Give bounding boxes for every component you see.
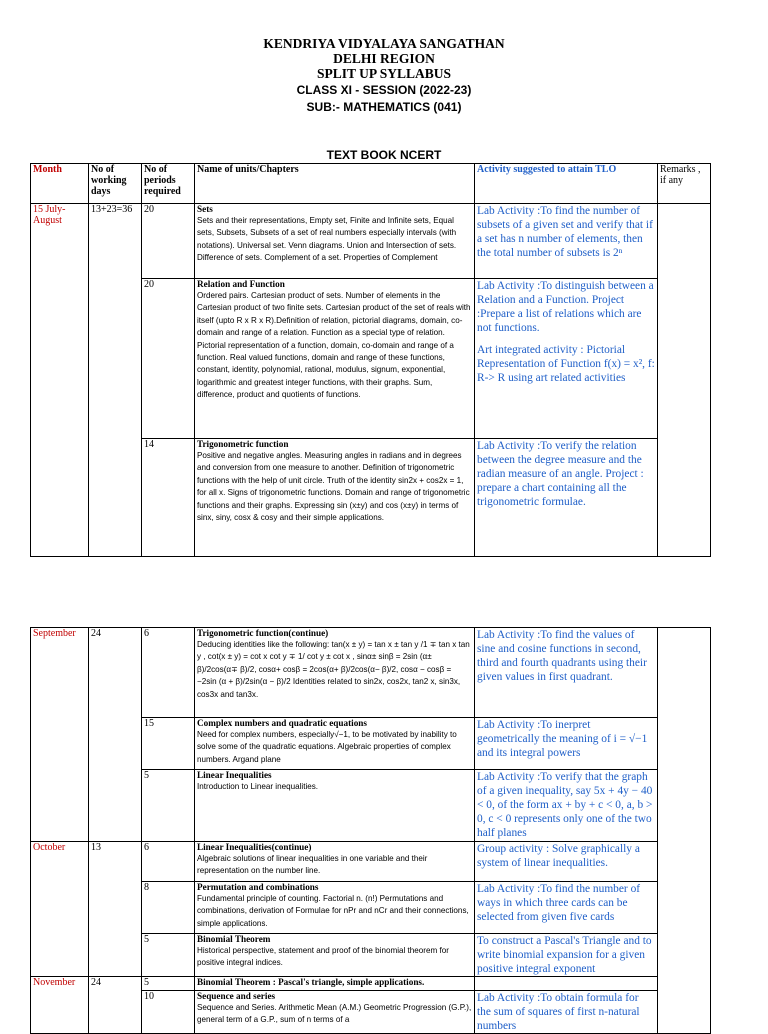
- chapter-cell: [195, 439, 475, 557]
- chapter-cell: [195, 279, 475, 439]
- activity-cell: [475, 718, 658, 770]
- table-header-row: [31, 164, 711, 204]
- activity-cell: [475, 882, 658, 934]
- chapter-desc: Sequence and Series. Arithmetic Mean (A.M.) Geometric Progression (G.P.), general term of a G.P., sum of n terms of a: [197, 1003, 472, 1025]
- chapter-desc: Historical perspective, statement and proof of the binomial theorem for positive integral indices.: [197, 946, 449, 968]
- activity-cell: [475, 991, 658, 1034]
- activity-text: Lab Activity :To find the number of ways in which three cards can be selected from given five cards: [477, 883, 641, 923]
- periods-cell: 20: [142, 204, 195, 279]
- col-units: Name of units/Chapters: [195, 164, 475, 204]
- activity-text: Lab Activity :To inerpret geometrically the meaning of i = √−1 and its integral powers: [477, 719, 648, 759]
- chapter-desc: Algebraic solutions of linear inequalities in one variable and their representation on the number line.: [197, 854, 428, 876]
- chapter-desc: Sets and their representations, Empty set, Finite and Infinite sets, Equal sets, Subsets, Subsets of a set of real numbers especially intervals (with notations). Universal set. Venn diagrams. Union and Intersection of sets. Difference of sets. Complement of a set. Properties of Complement: [197, 216, 457, 263]
- table-row: [31, 977, 711, 991]
- month-cell: November: [31, 977, 89, 1034]
- col-remarks: Remarks , if any: [658, 164, 711, 204]
- chapter-title: Binomial Theorem : Pascal's triangle, simple applications.: [197, 977, 425, 987]
- table-row: [31, 628, 711, 718]
- periods-cell: 20: [142, 279, 195, 439]
- activity-cell: [475, 934, 658, 977]
- chapter-title: Linear Inequalities: [197, 770, 272, 780]
- org-name: KENDRIYA VIDYALAYA SANGATHAN: [263, 36, 505, 51]
- periods-cell: 5: [142, 934, 195, 977]
- class-session: CLASS XI - SESSION (2022-23): [296, 83, 472, 97]
- col-periods: No of periods required: [142, 164, 195, 204]
- periods-cell: 5: [142, 977, 195, 991]
- month-cell: October: [31, 842, 89, 977]
- chapter-title: Complex numbers and quadratic equations: [197, 718, 367, 728]
- month-cell: 15 July-August: [31, 204, 89, 557]
- col-working-days: No of working days: [89, 164, 142, 204]
- chapter-cell: [195, 842, 475, 882]
- activity-cell: [475, 842, 658, 882]
- chapter-title: Permutation and combinations: [197, 882, 319, 892]
- working-days-cell: 13+23=36: [89, 204, 142, 557]
- activity-cell: [475, 628, 658, 718]
- chapter-title: Linear Inequalities(continue): [197, 842, 312, 852]
- chapter-title: Trigonometric function: [197, 439, 289, 449]
- chapter-cell: [195, 204, 475, 279]
- table-row: [31, 842, 711, 882]
- working-days-cell: 24: [89, 977, 142, 1034]
- chapter-desc: Need for complex numbers, especially√−1, to be motivated by inability to solve some of the quadratic equations. Algebraic properties of complex numbers. Argand plane: [197, 730, 457, 764]
- region-name: DELHI REGION: [333, 51, 435, 66]
- chapter-title: Binomial Theorem: [197, 934, 271, 944]
- activity-text: To construct a Pascal's Triangle and to write binomial expansion for a given positive integral exponent: [477, 935, 652, 975]
- activity-cell: [475, 977, 658, 991]
- chapter-cell: [195, 977, 475, 991]
- remarks-cell: [658, 204, 711, 557]
- table-row: [31, 204, 711, 279]
- activity-cell: [475, 439, 658, 557]
- periods-cell: 15: [142, 718, 195, 770]
- periods-cell: 8: [142, 882, 195, 934]
- activity-text: Lab Activity :To find the values of sine and cosine functions in second, third and fourth quadrants using their given values in first quadrant.: [477, 629, 647, 683]
- periods-cell: 10: [142, 991, 195, 1034]
- activity-text: Lab Activity :To find the number of subsets of a given set and verify that if a set has n number of elements, then the total number of subsets is 2ⁿ: [477, 205, 653, 259]
- working-days-cell: 24: [89, 628, 142, 842]
- syllabus-table-2: [30, 627, 711, 1034]
- activity-text: Lab Activity :To verify that the graph of a given inequality, say 5x + 4y − 40 < 0, of the form ax + by + c < 0, a, b > 0, c < 0 represents only one of the two half planes: [477, 771, 653, 839]
- activity-text: Lab Activity :To distinguish between a Relation and a Function. Project :Prepare a list of relations which are not functions.: [477, 280, 654, 334]
- subject: SUB:- MATHEMATICS (041): [306, 100, 462, 114]
- chapter-title: Relation and Function: [197, 279, 285, 289]
- periods-cell: 5: [142, 770, 195, 842]
- chapter-cell: [195, 882, 475, 934]
- periods-cell: 14: [142, 439, 195, 557]
- chapter-cell: [195, 770, 475, 842]
- remarks-cell: [658, 628, 711, 1034]
- col-month: Month: [31, 164, 89, 204]
- col-activity: Activity suggested to attain TLO: [475, 164, 658, 204]
- doc-title: SPLIT UP SYLLABUS: [316, 66, 452, 81]
- chapter-desc: Ordered pairs. Cartesian product of sets. Number of elements in the Cartesian product of two finite sets. Cartesian product of the set of reals with itself (upto R x R x R).Definition of relation, pictorial diagrams, domain, co-domain and range of a relation. Function as a special type of relation. Pictorial representation of a function, domain, co-domain and range of a function. Real valued functions, domain and range of these functions, constant, identity, polynomial, rational, modulus, signum, exponential, logarithmic and greatest integer functions, with their graphs. Sum, difference, product and quotients of functions.: [197, 291, 471, 400]
- activity-text: Lab Activity :To obtain formula for the sum of squares of first n-natural numbers: [477, 992, 640, 1032]
- working-days-cell: 13: [89, 842, 142, 977]
- activity-text: Lab Activity :To verify the relation between the degree measure and the radian measure of an angle. Project : prepare a chart containing all the trigonometric formulae.: [477, 440, 644, 508]
- chapter-title: Sequence and series: [197, 991, 276, 1001]
- chapter-desc: Deducing identities like the following: tan(x ± y) = tan x ± tan y /1 ∓ tan x tan y , cot(x ± y) = cot x cot y ∓ 1/ cot y ± cot x , sinα± sinβ = 2sin (α± β)/2cos(α∓ β)/2, cosα+ cosβ = 2cos(α+ β)/2cos(α− β)/2, cosα − cosβ = −2sin (α + β)/2sin(α − β)/2 Identities related to sin2x, cos2x, tan2 x, sin3x, cos3x and tan3x.: [197, 640, 470, 699]
- periods-cell: 6: [142, 628, 195, 718]
- chapter-cell: [195, 628, 475, 718]
- activity-cell: [475, 204, 658, 279]
- chapter-desc: Introduction to Linear inequalities.: [197, 782, 319, 791]
- chapter-desc: Positive and negative angles. Measuring angles in radians and in degrees and conversion from one measure to another. Definition of trigonometric functions with the help of unit circle. Truth of the identity sin2x + cos2x = 1, for all x. Signs of trigonometric functions. Domain and range of trigonometric functions and their graphs. Expressing sin (x±y) and cos (x±y) in terms of sinx, siny, cosx & cosy and their simple applications.: [197, 451, 470, 523]
- activity-text: Art integrated activity : Pictorial Representation of Function f(x) = x², f: R-> R using art related activities: [477, 344, 655, 384]
- chapter-cell: [195, 991, 475, 1034]
- activity-cell: [475, 279, 658, 439]
- syllabus-table-1: [30, 163, 711, 557]
- activity-text: Group activity : Solve graphically a system of linear inequalities.: [477, 843, 640, 869]
- month-cell: September: [31, 628, 89, 842]
- chapter-cell: [195, 934, 475, 977]
- chapter-cell: [195, 718, 475, 770]
- chapter-title: Sets: [197, 204, 213, 214]
- activity-cell: [475, 770, 658, 842]
- periods-cell: 6: [142, 842, 195, 882]
- chapter-desc: Fundamental principle of counting. Factorial n. (n!) Permutations and combinations, derivation of Formulae for nPr and nCr and their connections, simple applications.: [197, 894, 469, 928]
- textbook-label: TEXT BOOK NCERT: [326, 148, 442, 162]
- chapter-title: Trigonometric function(continue): [197, 628, 329, 638]
